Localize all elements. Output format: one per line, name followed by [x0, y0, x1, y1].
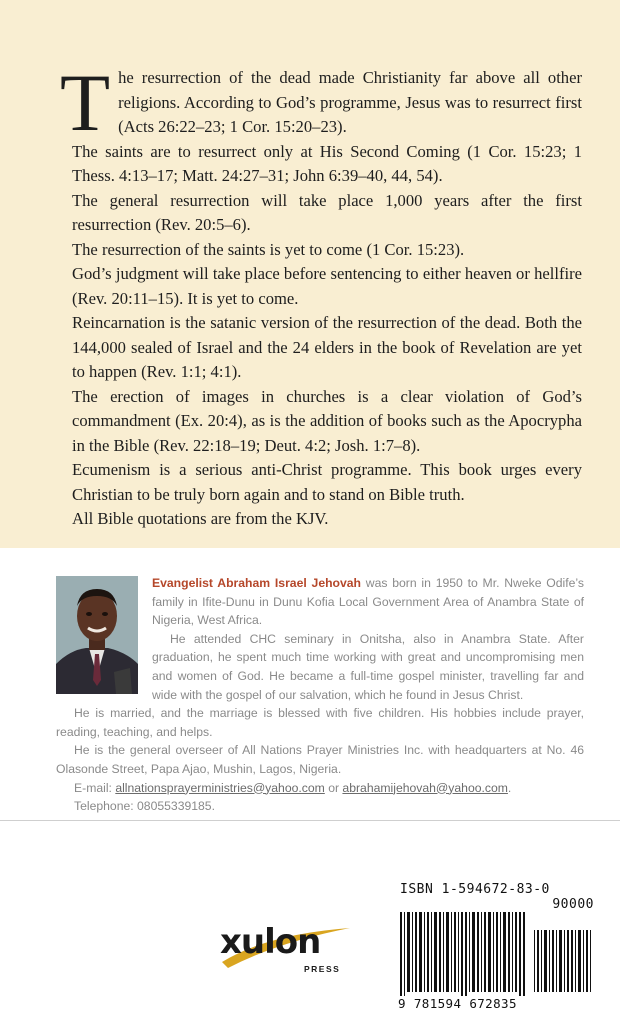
- drop-cap: T: [60, 57, 111, 148]
- blurb-paragraph-1: The resurrection of the dead made Christianity far above all other religions. According to God’s programme, Jesus was to resurrect first (Acts 26:22–23; 1 Cor. 15:20–23).: [60, 57, 582, 148]
- bio-paragraph-2: He attended CHC seminary in Onitsha, also in Anambra State. After graduation, he spent much time working with great and uncompromising men and women of God. He became a full-time gospel minister, travelling far and wide with the gospel of our salvation, which he found in Jesus Christ.: [152, 631, 584, 702]
- blurb-paragraph-5: God’s judgment will take place before sentencing to either heaven or hellfire (Rev. 20:11–15). It is yet to come.: [72, 264, 582, 308]
- blurb-paragraph-2: The saints are to resurrect only at His Second Coming (1 Cor. 15:23; 1 Thess. 4:13–17; Matt. 24:27–31; John 6:39–40, 44, 54).: [72, 141, 582, 185]
- price-code: 90000: [552, 897, 594, 912]
- barcode-block: [392, 882, 602, 1014]
- section-divider: [0, 820, 620, 821]
- blurb-paragraph-8: Ecumenism is a serious anti-Christ programme. This book urges every Christian to be truly born again and to stand on Bible truth.: [72, 460, 582, 504]
- blurb-text: [60, 57, 582, 532]
- ean-number: 9 781594 672835: [398, 996, 517, 1011]
- blurb-paragraph-4: The resurrection of the saints is yet to come (1 Cor. 15:23).: [72, 239, 465, 259]
- email-link-1[interactable]: allnationsprayerministries@yahoo.com: [115, 780, 325, 795]
- isbn-text: ISBN 1-594672-83-0: [400, 882, 550, 897]
- author-portrait-icon: [56, 576, 138, 694]
- publisher-logo: [218, 914, 358, 978]
- bio-paragraph-4: He is the general overseer of All Nations Prayer Ministries Inc. with headquarters at No. 46 Olasonde Street, Papa Ajao, Mushin, Lagos, Nigeria.: [56, 743, 584, 776]
- publisher-subtitle: PRESS: [304, 964, 341, 974]
- email-link-2[interactable]: abrahamijehovah@yahoo.com: [342, 780, 508, 795]
- blurb-paragraph-3: The general resurrection will take place 1,000 years after the first resurrection (Rev. 20:5–6).: [72, 190, 582, 234]
- blurb-paragraph-9: All Bible quotations are from the KJV.: [72, 509, 329, 528]
- bio-contact-phone: Telephone: 08055339185.: [74, 799, 215, 814]
- bio-paragraph-3: He is married, and the marriage is blessed with five children. His hobbies include prayer, reading, teaching, and helps.: [56, 706, 584, 739]
- blurb-paragraph-7: The erection of images in churches is a clear violation of God’s commandment (Ex. 20:4), as is the addition of books such as the Apocrypha in the Bible (Rev. 22:18–19; Deut. 4:2; Josh. 1:7–8).: [72, 386, 582, 455]
- author-photo: [56, 576, 138, 694]
- barcode-icon: [398, 902, 598, 996]
- author-bio: [56, 574, 584, 816]
- bio-paragraph-1: Evangelist Abraham Israel Jehovah was born in 1950 to Mr. Nweke Odife’s family in Ifite-Dunu in Dunu Kofia Local Government Area of Anambra State of Nigeria, West Africa.: [152, 576, 584, 628]
- blurb-paragraph-6: Reincarnation is the satanic version of the resurrection of the dead. Both the 144,000 sealed of Israel and the 24 elders in the book of Revelation are yet to happen (Rev. 1:1; 4:1).: [72, 313, 582, 381]
- bio-contact-email: E-mail: allnationsprayerministries@yahoo.com or abrahamijehovah@yahoo.com.: [74, 780, 512, 795]
- publisher-name: xulon: [220, 922, 321, 962]
- author-name: Evangelist Abraham Israel Jehovah: [152, 576, 361, 590]
